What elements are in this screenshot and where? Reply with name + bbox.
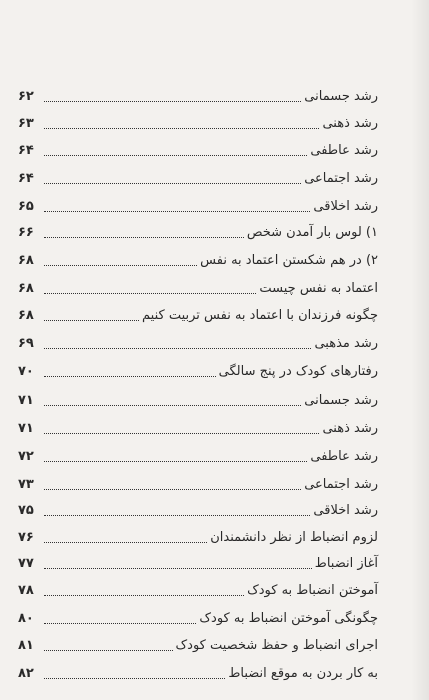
toc-entry-title: رشد عاطفی bbox=[310, 449, 378, 464]
toc-entry-page: ۶۶ bbox=[18, 225, 34, 240]
toc-leader-dots bbox=[44, 348, 311, 349]
toc-entry-title: به کار بردن به موقع انضباط bbox=[228, 666, 378, 681]
toc-entry-page: ۷۲ bbox=[18, 449, 34, 464]
toc-leader-dots bbox=[44, 128, 319, 129]
toc-entry-title: آموختن انضباط به کودک bbox=[247, 583, 378, 598]
toc-entry bbox=[18, 165, 378, 187]
toc-entry-page: ۶۵ bbox=[18, 199, 34, 214]
toc-entry-page: ۷۱ bbox=[18, 393, 34, 408]
toc-entry-title: رشد مذهبی bbox=[314, 336, 378, 351]
toc-entry bbox=[18, 247, 378, 269]
toc-leader-dots bbox=[44, 489, 301, 490]
toc-entry-title: رشد جسمانی bbox=[304, 89, 378, 104]
toc-entry bbox=[18, 632, 378, 654]
toc-entry-title: رشد عاطفی bbox=[310, 143, 378, 158]
toc-leader-dots bbox=[44, 595, 244, 596]
toc-entry-title: رشد اخلاقی bbox=[313, 199, 378, 214]
toc-leader-dots bbox=[44, 650, 173, 651]
toc-entry-title: رشد ذهنی bbox=[322, 421, 378, 436]
toc-entry-page: ۶۳ bbox=[18, 116, 34, 131]
toc-entry-page: ۷۶ bbox=[18, 530, 34, 545]
toc-entry-page: ۶۴ bbox=[18, 171, 34, 186]
toc-entry-page: ۷۷ bbox=[18, 556, 34, 571]
toc-leader-dots bbox=[44, 568, 312, 569]
toc-entry-title: رفتارهای کودک در پنج سالگی bbox=[218, 364, 378, 379]
toc-leader-dots bbox=[44, 155, 307, 156]
toc-entry bbox=[18, 219, 378, 241]
toc-entry bbox=[18, 330, 378, 352]
toc-entry bbox=[18, 387, 378, 409]
toc-leader-dots bbox=[44, 265, 197, 266]
toc-leader-dots bbox=[44, 101, 301, 102]
toc-entry bbox=[18, 83, 378, 105]
toc-entry-title: رشد اخلاقی bbox=[313, 503, 378, 518]
toc-entry bbox=[18, 275, 378, 297]
toc-entry bbox=[18, 358, 378, 380]
toc-entry bbox=[18, 524, 378, 546]
toc-entry-title: رشد جسمانی bbox=[304, 393, 378, 408]
toc-entry bbox=[18, 605, 378, 627]
toc-entry bbox=[18, 193, 378, 215]
toc-leader-dots bbox=[44, 542, 207, 543]
toc-entry-title: لزوم انضباط از نظر دانشمندان bbox=[210, 530, 378, 545]
toc-leader-dots bbox=[44, 320, 139, 321]
toc-entry-title: رشد اجتماعی bbox=[304, 477, 378, 492]
toc-entry-page: ۶۸ bbox=[18, 308, 34, 323]
toc-leader-dots bbox=[44, 678, 225, 679]
page-edge-shadow bbox=[411, 0, 429, 700]
toc-leader-dots bbox=[44, 293, 256, 294]
toc-entry-title: اعتماد به نفس چیست bbox=[259, 281, 378, 296]
toc-entry-title: ۲) در هم شکستن اعتماد به نفس bbox=[200, 253, 378, 268]
toc-entry bbox=[18, 302, 378, 324]
toc-leader-dots bbox=[44, 376, 216, 377]
toc-entry-page: ۶۲ bbox=[18, 89, 34, 104]
toc-entry bbox=[18, 443, 378, 465]
toc-entry bbox=[18, 471, 378, 493]
toc-entry bbox=[18, 415, 378, 437]
table-of-contents bbox=[18, 83, 378, 683]
toc-entry-page: ۶۹ bbox=[18, 336, 34, 351]
toc-leader-dots bbox=[44, 623, 196, 624]
toc-entry-page: ۷۱ bbox=[18, 421, 34, 436]
toc-entry-title: رشد اجتماعی bbox=[304, 171, 378, 186]
toc-entry-page: ۸۱ bbox=[18, 638, 34, 653]
toc-entry-page: ۸۰ bbox=[18, 611, 34, 626]
toc-entry-title: چگونه فرزندان با اعتماد به نفس تربیت کنیم bbox=[142, 308, 378, 323]
toc-entry bbox=[18, 137, 378, 159]
toc-entry-page: ۷۸ bbox=[18, 583, 34, 598]
toc-entry-page: ۷۰ bbox=[18, 364, 34, 379]
toc-leader-dots bbox=[44, 405, 301, 406]
toc-entry-page: ۶۸ bbox=[18, 253, 34, 268]
toc-entry bbox=[18, 497, 378, 519]
toc-leader-dots bbox=[44, 183, 301, 184]
toc-entry-title: آغاز انضباط bbox=[314, 556, 378, 571]
toc-entry-page: ۸۲ bbox=[18, 666, 34, 681]
toc-entry-page: ۶۴ bbox=[18, 143, 34, 158]
toc-leader-dots bbox=[44, 237, 244, 238]
toc-leader-dots bbox=[44, 461, 307, 462]
toc-entry-page: ۷۵ bbox=[18, 503, 34, 518]
toc-leader-dots bbox=[44, 515, 310, 516]
toc-entry-title: اجرای انضباط و حفظ شخصیت کودک bbox=[175, 638, 378, 653]
toc-entry bbox=[18, 110, 378, 132]
toc-leader-dots bbox=[44, 433, 319, 434]
toc-entry-title: چگونگی آموختن انضباط به کودک bbox=[199, 611, 378, 626]
toc-leader-dots bbox=[44, 211, 310, 212]
toc-entry-title: رشد ذهنی bbox=[322, 116, 378, 131]
toc-entry-page: ۶۸ bbox=[18, 281, 34, 296]
toc-entry bbox=[18, 550, 378, 572]
toc-entry bbox=[18, 577, 378, 599]
toc-entry bbox=[18, 660, 378, 682]
toc-entry-page: ۷۳ bbox=[18, 477, 34, 492]
toc-entry-title: ۱) لوس بار آمدن شخص bbox=[246, 225, 378, 240]
